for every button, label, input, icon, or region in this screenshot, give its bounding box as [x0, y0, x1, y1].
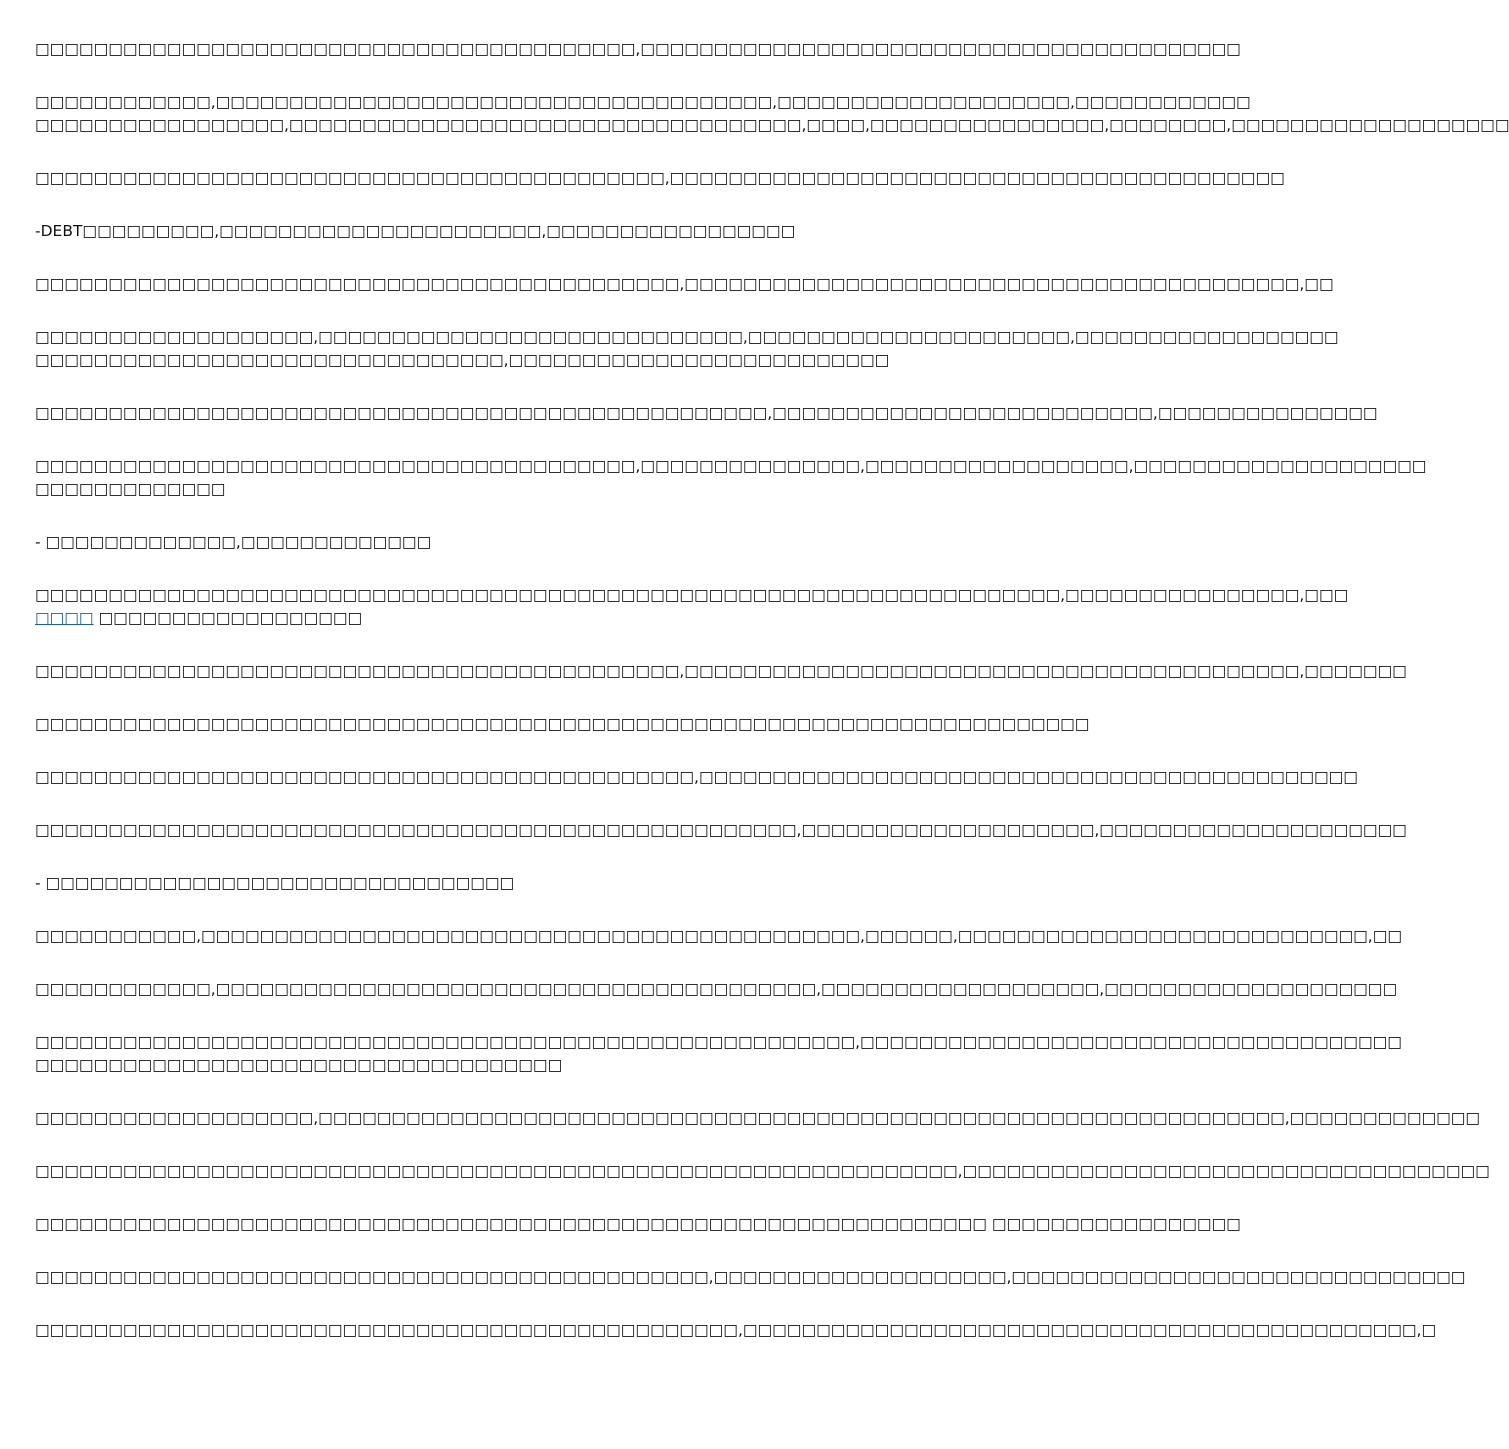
paragraph-line: □□□□□□□□□□□□□□□□□□□□□□□□□□□□□□□□□□□□□□□□□□□□□□□□□□□□□□□□□□□□□□□,□□□□□□□□□□□□□□□□□□□□□□□□□□□□□□□□□□□□ — [35, 1162, 1490, 1180]
paragraph — [35, 455, 1427, 501]
paragraph-spacer — [35, 1077, 990, 1107]
paragraph-line: □□□□□□□□□□□□□□□□□□□□□□□□□□□□□□□□□□□□□□□□□□□□□,□□□□□□□□□□□□□□□□□□□□□□□□□□□□□□□□□□□□□□□□□□□□□ — [35, 768, 1358, 786]
paragraph-line: □□□□□□□□□□□□□□□□□□□□□□□□□□□□□□□□,□□□□□□□□□□□□□□□□□□□□□□□□□□ — [35, 351, 890, 369]
paragraph-spacer — [35, 1289, 990, 1319]
paragraph — [35, 220, 990, 243]
paragraph-line: - □□□□□□□□□□□□□□□□□□□□□□□□□□□□□□□□ — [35, 874, 515, 892]
paragraph-line — [35, 607, 990, 630]
paragraph — [35, 326, 1339, 372]
paragraph — [35, 273, 1334, 296]
paragraph — [35, 531, 990, 554]
paragraph-spacer — [35, 789, 990, 819]
paragraph-spacer — [35, 190, 990, 220]
inline-link[interactable]: □□□□ — [35, 609, 94, 627]
paragraph-line: □□□□□□□□□□□□□□□□□□□□□□□□□□□□□□□□□□□□□□□□□□□□□□,□□□□□□□□□□□□□□□□□□□□,□□□□□□□□□□□□□□□□□□□□□□□□□□□□□□□ — [35, 1268, 1466, 1286]
paragraph-spacer — [35, 736, 990, 766]
paragraph — [35, 402, 1378, 425]
paragraph-spacer — [35, 842, 990, 872]
paragraph-line: □□□□□□□□□□□□□□□□□□□□□□□□□□□□□□□□□□□□□□□□□□□,□□□□□□□□□□□□□□□□□□□□□□□□□□□□□□□□□□□□□□□□□□ — [35, 169, 1285, 187]
paragraph — [35, 38, 1241, 61]
link-trailing-text: □□□□□□□□□□□□□□□□□□ — [98, 609, 363, 627]
paragraph — [35, 819, 1407, 842]
paragraph — [35, 167, 1285, 190]
paragraph-line: □□□□□□□□□□□□□□□□□□□□□□□□□□□□□□□□□□□□□□□□□□□□□□□□□□□□□□□□□□□□□□□□□ □□□□□□□□□□□□□□□□□ — [35, 1215, 1241, 1233]
paragraph-line: □□□□□□□□□□□,□□□□□□□□□□□□□□□□□□□□□□□□□□□□□□□□□□□□□□□□□□□□□,□□□□□□,□□□□□□□□□□□□□□□□□□□□□□□□□□□□,□□ — [35, 927, 1403, 945]
paragraph-line: □□□□□□□□□□□□□ — [35, 480, 226, 498]
paragraph-line: - □□□□□□□□□□□□□,□□□□□□□□□□□□□ — [35, 533, 432, 551]
paragraph-line: -DEBT□□□□□□□□□,□□□□□□□□□□□□□□□□□□□□□□,□□□□□□□□□□□□□□□□□ — [35, 222, 796, 240]
paragraph-line: □□□□□□□□□□□□□□□□□□□□□□□□□□□□□□□□□□□□□□□□□□□□□□□□□□□□□□□□□□□□□□□□□□□□□□,□□□□□□□□□□□□□□□□,□□□ — [35, 586, 1349, 604]
paragraph — [35, 1107, 1481, 1130]
paragraph-spacer — [35, 243, 990, 273]
paragraph — [35, 1160, 1490, 1183]
paragraph-spacer — [35, 1130, 990, 1160]
paragraph — [35, 91, 1509, 137]
paragraph-line: □□□□□□□□□□□□□□□□□□□□□□□□□□□□□□□□□□□□□□□□□□□□□□□□□□□□□□□□□□□□□□□□□□□□□□□□ — [35, 715, 1090, 733]
paragraph-line: □□□□□□□□□□□□□□□□□□□□□□□□□□□□□□□□□□□□□□□□□□□□□□□□□□,□□□□□□□□□□□□□□□□□□□□□□□□□□,□□□□□□□□□□□□□□□ — [35, 404, 1378, 422]
paragraph-line: □□□□□□□□□□□□□□□□□□□□□□□□□□□□□□□□□□□□ — [35, 1056, 563, 1074]
paragraph-line: □□□□□□□□□□□□□□□□□□□□□□□□□□□□□□□□□□□□□□□□□,□□□□□□□□□□□□□□□□□□□□□□□□□□□□□□□□□□□□□□□□□ — [35, 40, 1241, 58]
paragraph — [35, 766, 1358, 789]
paragraph — [35, 584, 1349, 630]
paragraph-spacer — [35, 895, 990, 925]
paragraph-line: □□□□□□□□□□□□□□□□□□□□□□□□□□□□□□□□□□□□□□□□□□□□□□□□□□□□,□□□□□□□□□□□□□□□□□□□□,□□□□□□□□□□□□□□□□□□□□□ — [35, 821, 1407, 839]
paragraph-spacer — [35, 137, 990, 167]
paragraph — [35, 1031, 1402, 1077]
paragraph-line: □□□□□□□□□□□□□□□□□,□□□□□□□□□□□□□□□□□□□□□□□□□□□□□□□□□□□,□□□□,□□□□□□□□□□□□□□□□,□□□□□□□□,□□□□□□□□□□□□□□□□□□□ — [35, 116, 1509, 134]
paragraph — [35, 925, 1403, 948]
paragraph-spacer — [35, 1236, 990, 1266]
paragraph-spacer — [35, 61, 990, 91]
paragraph-spacer — [35, 1001, 990, 1031]
paragraph — [35, 1319, 1437, 1342]
paragraph-line: □□□□□□□□□□□□□□□□□□□□□□□□□□□□□□□□□□□□□□□□□□□□□□□□□□□□□□□□,□□□□□□□□□□□□□□□□□□□□□□□□□□□□□□□□□□□□□ — [35, 1033, 1402, 1051]
paragraph — [35, 713, 1090, 736]
paragraph — [35, 1266, 1466, 1289]
paragraph-spacer — [35, 683, 990, 713]
paragraph-spacer — [35, 948, 990, 978]
paragraph-spacer — [35, 1183, 990, 1213]
paragraph-line: □□□□□□□□□□□□□□□□□□□,□□□□□□□□□□□□□□□□□□□□□□□□□□□□□□□□□□□□□□□□□□□□□□□□□□□□□□□□□□□□□□□□□□,□□□□□□□□□□□□□ — [35, 1109, 1481, 1127]
paragraph — [35, 1213, 1241, 1236]
paragraph-line: □□□□□□□□□□□□,□□□□□□□□□□□□□□□□□□□□□□□□□□□□□□□□□□□□□□,□□□□□□□□□□□□□□□□□□□□,□□□□□□□□□□□□ — [35, 93, 1251, 111]
paragraph — [35, 978, 1398, 1001]
paragraph-line: □□□□□□□□□□□□□□□□□□□□□□□□□□□□□□□□□□□□□□□□□□□□□□□□,□□□□□□□□□□□□□□□□□□□□□□□□□□□□□□□□□□□□□□□□□□□□□□,□ — [35, 1321, 1437, 1339]
paragraph-spacer — [35, 630, 990, 660]
paragraph-line: □□□□□□□□□□□□□□□□□□□□□□□□□□□□□□□□□□□□□□□□□□□□,□□□□□□□□□□□□□□□□□□□□□□□□□□□□□□□□□□□□□□□□□□,□□□□□□□ — [35, 662, 1407, 680]
paragraph-spacer — [35, 554, 990, 584]
paragraph-spacer — [35, 296, 990, 326]
paragraph-line: □□□□□□□□□□□□□□□□□□□□□□□□□□□□□□□□□□□□□□□□□,□□□□□□□□□□□□□□□,□□□□□□□□□□□□□□□□□□,□□□□□□□□□□□□□□□□□□□□ — [35, 457, 1427, 475]
paragraph-spacer — [35, 372, 990, 402]
paragraph-line: □□□□□□□□□□□□□□□□□□□,□□□□□□□□□□□□□□□□□□□□□□□□□□□□□,□□□□□□□□□□□□□□□□□□□□□□,□□□□□□□□□□□□□□□□□□ — [35, 328, 1339, 346]
paragraph-line: □□□□□□□□□□□□,□□□□□□□□□□□□□□□□□□□□□□□□□□□□□□□□□□□□□□□□□,□□□□□□□□□□□□□□□□□□□,□□□□□□□□□□□□□□□□□□□□ — [35, 980, 1398, 998]
paragraph — [35, 872, 990, 895]
paragraph-spacer — [35, 501, 990, 531]
paragraph-line: □□□□□□□□□□□□□□□□□□□□□□□□□□□□□□□□□□□□□□□□□□□□,□□□□□□□□□□□□□□□□□□□□□□□□□□□□□□□□□□□□□□□□□□,□□ — [35, 275, 1334, 293]
paragraph-spacer — [35, 425, 990, 455]
paragraph — [35, 660, 1407, 683]
article-body — [35, 38, 1509, 1342]
